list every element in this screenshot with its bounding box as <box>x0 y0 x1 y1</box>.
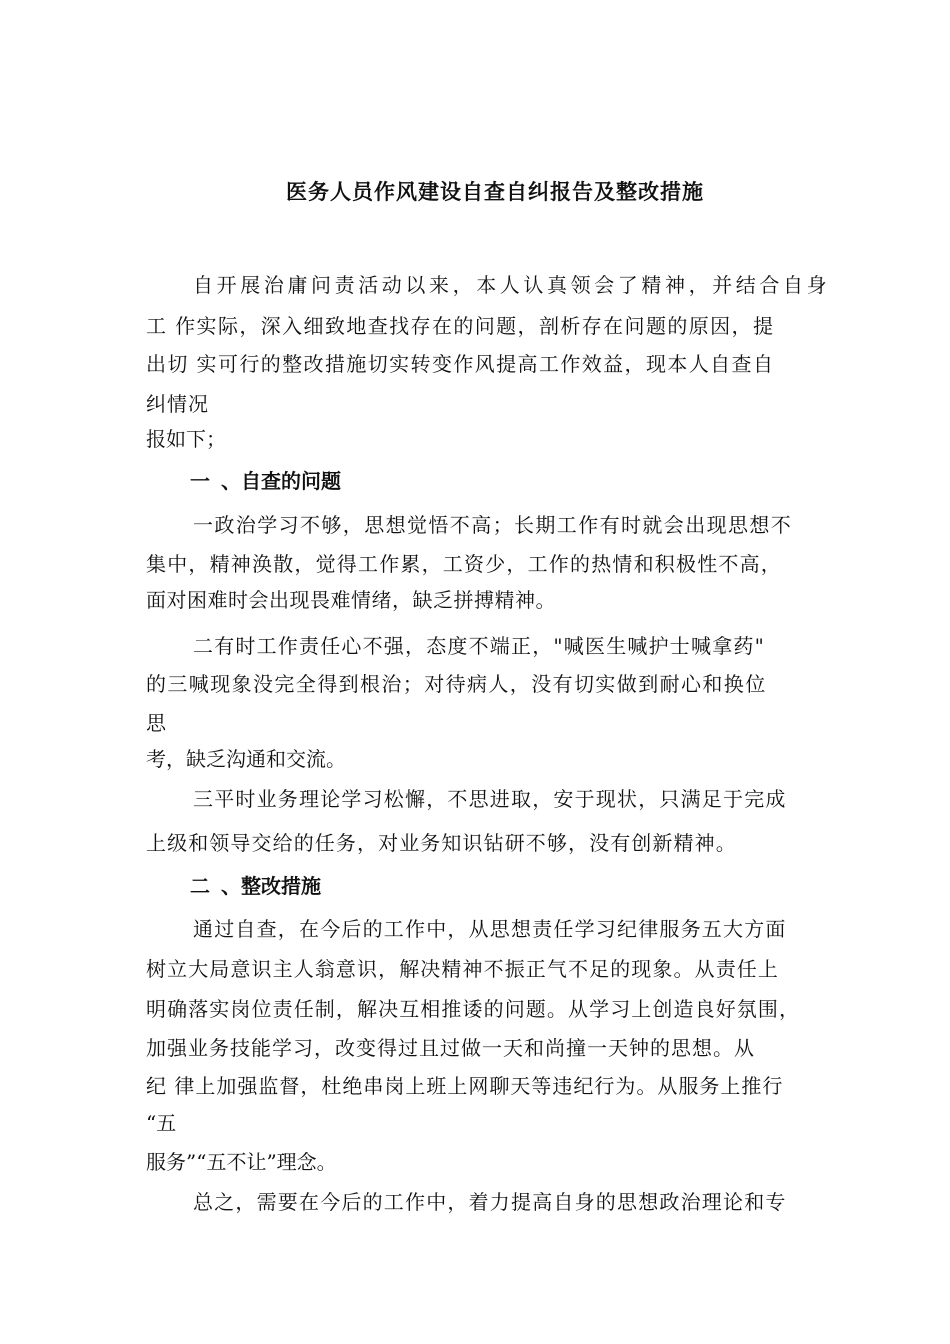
section1-p1-line-1: 一政治学习不够，思想觉悟不高；长期工作有时就会出现思想不 <box>193 513 793 537</box>
section1-p1-line-3: 面对困难时会出现畏难情绪，缺乏拼搏精神。 <box>146 588 556 612</box>
section2-p1-line-4: 加强业务技能学习，改变得过且过做一天和尚撞一天钟的思想。从 <box>146 1036 755 1060</box>
section1-p2-line-3: 思 <box>146 711 166 735</box>
section2-p1-line-5: 纪 律上加强监督，杜绝串岗上班上网聊天等违纪行为。从服务上推行 <box>146 1074 784 1098</box>
section2-p2-line-1: 总之，需要在今后的工作中，着力提高自身的思想政治理论和专 <box>193 1190 787 1214</box>
intro-line-3: 出切 实可行的整改措施切实转变作风提高工作效益，现本人自查自 <box>146 352 775 376</box>
section1-p3-line-2: 上级和领导交给的任务，对业务知识钻研不够，没有创新精神。 <box>146 831 737 855</box>
section1-p2-line-1: 二有时工作责任心不强，态度不端正，"喊医生喊护士喊拿药" <box>193 634 765 658</box>
section2-p1-line-1: 通过自查，在今后的工作中，从思想责任学习纪律服务五大方面 <box>193 917 787 941</box>
section1-p1-line-2: 集中，精神涣散，觉得工作累，工资少，工作的热情和积极性不高， <box>146 552 782 576</box>
intro-line-4: 纠情况 <box>146 392 209 416</box>
section-heading-1: 一 、自查的问题 <box>190 469 341 493</box>
section2-p1-line-2: 树立大局意识主人翁意识，解决精神不振正气不足的现象。从责任上 <box>146 957 779 981</box>
document-title: 医务人员作风建设自查自纠报告及整改措施 <box>286 180 704 204</box>
intro-line-5: 报如下； <box>146 427 226 451</box>
intro-line-1: 自开展治庸问责活动以来，本人认真领会了精神，并结合自身 <box>193 273 831 297</box>
section2-p1-line-3: 明确落实岗位责任制，解决互相推诿的问题。从学习上创造良好氛围， <box>146 997 801 1021</box>
section1-p3-line-1: 三平时业务理论学习松懈，不思进取，安于现状，只满足于完成 <box>193 787 787 811</box>
section1-p2-line-4: 考，缺乏沟通和交流。 <box>146 747 346 771</box>
section2-p1-line-7: 服务”“五不让”理念。 <box>146 1150 337 1174</box>
section1-p2-line-2: 的三喊现象没完全得到根治；对待病人，没有切实做到耐心和换位 <box>146 672 767 696</box>
section2-p1-line-6: “五 <box>146 1111 177 1135</box>
intro-line-2: 工 作实际，深入细致地查找存在的问题，剖析存在问题的原因，提 <box>146 314 775 338</box>
section-heading-2: 二 、整改措施 <box>190 874 321 898</box>
